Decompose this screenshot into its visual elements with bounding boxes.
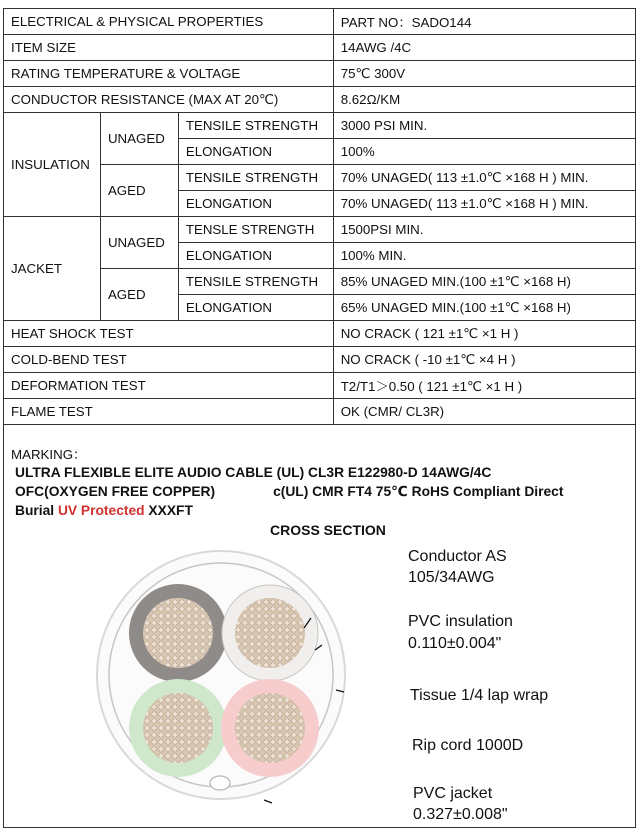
row-value: 65% UNAGED MIN.(100 ±1℃ ×168 H)	[333, 295, 635, 321]
label-jacket: PVC jacket	[413, 785, 493, 802]
red-core-conductor	[235, 693, 305, 763]
row-label: TENSLE STRENGTH	[178, 217, 333, 243]
row-label: DEFORMATION TEST	[4, 373, 334, 399]
leader-jacket	[264, 800, 272, 803]
row-value: 1500PSI MIN.	[333, 217, 635, 243]
grey-core-conductor	[143, 598, 213, 668]
row-label: TENSILE STRENGTH	[178, 165, 333, 191]
properties-table	[3, 8, 636, 425]
subgroup-label: UNAGED	[100, 113, 178, 165]
marking-line-2	[11, 482, 631, 501]
row-label: ELONGATION	[178, 295, 333, 321]
marking-label: MARKING：	[11, 447, 87, 462]
table-row	[4, 347, 636, 373]
marking-line-2b: c(UL) CMR FT4 75℃ RoHS Compliant Direct	[273, 484, 564, 499]
cross-section-title: CROSS SECTION	[270, 522, 386, 538]
row-value: T2/T1＞0.50 ( 121 ±1℃ ×1 H )	[333, 373, 635, 399]
table-header-title: ELECTRICAL & PHYSICAL PROPERTIES	[4, 9, 334, 35]
white-core-conductor	[235, 598, 305, 668]
row-value: 85% UNAGED MIN.(100 ±1℃ ×168 H)	[333, 269, 635, 295]
row-value: 70% UNAGED( 113 ±1.0℃ ×168 H ) MIN.	[333, 165, 635, 191]
row-value: NO CRACK ( 121 ±1℃ ×1 H )	[333, 321, 635, 347]
row-value: 14AWG /4C	[333, 35, 635, 61]
row-label: RATING TEMPERATURE & VOLTAGE	[4, 61, 334, 87]
label-conductor: Conductor AS	[408, 548, 507, 565]
group-label-insulation: INSULATION	[4, 113, 101, 217]
row-label: COLD-BEND TEST	[4, 347, 334, 373]
row-value: 75℃ 300V	[333, 61, 635, 87]
part-number: PART NO：SADO144	[333, 9, 635, 35]
row-value: 100%	[333, 139, 635, 165]
table-row	[4, 9, 636, 35]
marking-uv-protected: UV Protected	[57, 503, 145, 518]
marking-line-3	[11, 501, 631, 520]
row-label: FLAME TEST	[4, 399, 334, 425]
row-value: OK (CMR/ CL3R)	[333, 399, 635, 425]
row-value: 3000 PSI MIN.	[333, 113, 635, 139]
row-label: TENSILE STRENGTH	[178, 113, 333, 139]
table-row	[4, 113, 636, 139]
group-label-jacket: JACKET	[4, 217, 101, 321]
row-label: CONDUCTOR RESISTANCE (MAX AT 20℃)	[4, 87, 334, 113]
subgroup-label: AGED	[100, 269, 178, 321]
rip-cord	[210, 776, 230, 790]
table-row	[4, 217, 636, 243]
marking-line-3-post: XXXFT	[144, 503, 193, 518]
label-ripcord: Rip cord 1000D	[412, 737, 524, 754]
label-jacket-spec: 0.327±0.008"	[413, 806, 508, 823]
table-row	[4, 399, 636, 425]
table-row	[4, 87, 636, 113]
row-label: ITEM SIZE	[4, 35, 334, 61]
row-value: 100% MIN.	[333, 243, 635, 269]
row-value: 8.62Ω/KM	[333, 87, 635, 113]
label-wrap: Tissue 1/4 lap wrap	[410, 687, 549, 704]
row-label: ELONGATION	[178, 243, 333, 269]
label-conductor-spec: 105/34AWG	[408, 569, 495, 586]
table-row	[4, 373, 636, 399]
green-core-conductor	[143, 693, 213, 763]
subgroup-label: AGED	[100, 165, 178, 217]
row-value: 70% UNAGED( 113 ±1.0℃ ×168 H ) MIN.	[333, 191, 635, 217]
table-row	[4, 321, 636, 347]
marking-line-2a: OFC(OXYGEN FREE COPPER)	[15, 484, 216, 499]
row-label: TENSILE STRENGTH	[178, 269, 333, 295]
marking-line-1: ULTRA FLEXIBLE ELITE AUDIO CABLE (UL) CL3R E122980-D 14AWG/4C	[15, 465, 492, 480]
marking-line-3-pre: Burial	[15, 503, 58, 518]
label-insulation: PVC insulation	[408, 613, 513, 630]
marking-section	[11, 444, 631, 520]
row-label: HEAT SHOCK TEST	[4, 321, 334, 347]
table-row	[4, 35, 636, 61]
row-value: NO CRACK ( -10 ±1℃ ×4 H )	[333, 347, 635, 373]
pvc-jacket	[97, 551, 345, 799]
label-insulation-spec: 0.110±0.004"	[408, 635, 502, 652]
table-row	[4, 61, 636, 87]
row-label: ELONGATION	[178, 191, 333, 217]
subgroup-label: UNAGED	[100, 217, 178, 269]
row-label: ELONGATION	[178, 139, 333, 165]
